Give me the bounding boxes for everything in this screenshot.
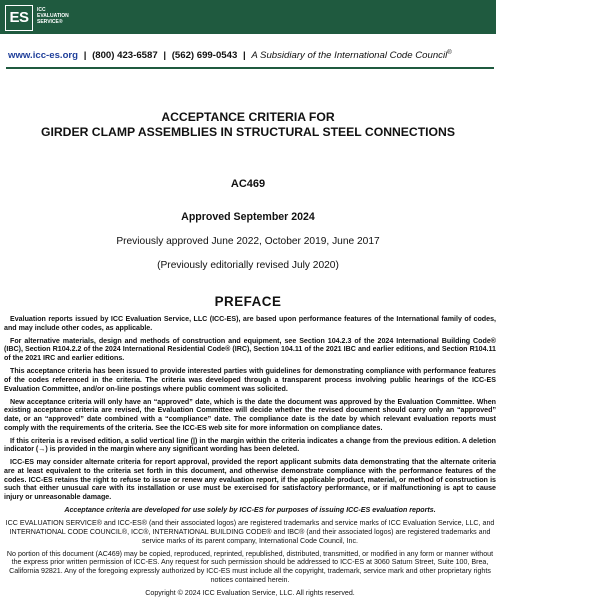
phone-number-2: (562) 699-0543 [171,50,238,62]
document-code: AC469 [230,178,266,190]
contact-line [8,50,498,61]
separator: | [242,50,246,62]
phone-number-1: (800) 423-6587 [92,50,158,62]
approved-date: Approved September 2024 [181,211,315,223]
title-line-1: ACCEPTANCE CRITERIA FOR [161,110,335,124]
logo-line: EVALUATION [37,13,69,19]
reproduction-notice: No portion of this document (AC469) may be copied, reproduced, reprinted, republished, distributed, transmitted, or modified in any form or manner without the express prior written permission of ICC-ES. Any request for such permission should be addressed to ICC-ES at 3060 Saturn Street, Suite 100, Brea, California 92821. Any of the foregoing expressly authorized by ICC-ES must include all the copyright, trademark, service mark and other proprietary rights notices contained herein. [6,549,494,584]
preface-paragraph: For alternative materials, design and methods of construction and equipment, see Section 104.2.3 of the 2024 International Building Code® (IBC), Section R104.2.2 of the 2024 International Residential Code® (IRC), Section 104.11 of the 2021 IBC and earlier editions, and Section R104.11 of the 2021 IRC and earlier editions. [4,336,496,363]
subsidiary-text: A Subsidiary of the International Code Council [251,50,448,62]
icc-es-logo: ES [5,5,33,31]
previous-approvals: Previously approved June 2022, October 2019, June 2017 [116,236,380,247]
separator: | [83,50,87,62]
header-divider [6,67,494,69]
logo-line: ICC [37,7,46,13]
preface-paragraph: New acceptance criteria will only have an “approved” date, which is the date the document was approved by the Evaluation Committee. When existing acceptance criteria are revised, the Evaluation Committee will decide whether the revised document should carry only an “approved” date, or an “approved” date combined with a “compliance” date. The compliance date is the date by which relevant evaluation reports must comply with the requirements of the criteria. See the ICC-ES web site for more information on compliance dates. [4,397,496,432]
preface-body [4,315,496,602]
preface-heading: PREFACE [214,294,282,309]
preface-paragraph: Evaluation reports issued by ICC Evaluation Service, LLC (ICC-ES), are based upon performance features of the International family of codes, and may include other codes, as applicable. [4,315,496,332]
separator: | [163,50,167,62]
logo-line: SERVICE® [37,19,63,25]
registered-mark: ® [447,50,452,56]
usage-note: Acceptance criteria are developed for use solely by ICC-ES for purposes of issuing ICC-ES evaluation reports. [64,506,436,515]
preface-paragraph: If this criteria is a revised edition, a solid vertical line (|) in the margin within the criteria indicates a change from the previous edition. A deletion indicator (→) is provided in the margin where any significant wording has been deleted. [4,436,496,454]
header-banner [0,0,496,34]
document-title [0,110,496,140]
editorial-revision: (Previously editorially revised July 2020) [157,260,339,271]
copyright-notice: Copyright © 2024 ICC Evaluation Service, LLC. All rights reserved. [145,588,355,597]
title-line-2: GIRDER CLAMP ASSEMBLIES IN STRUCTURAL STEEL CONNECTIONS [41,125,455,139]
preface-paragraph: This acceptance criteria has been issued to provide interested parties with guidelines for demonstrating compliance with performance features of the codes referenced in the criteria. The criteria was developed through a transparent process involving public hearings of the ICC-ES Evaluation Committee, and/or on-line postings where public comment was solicited. [4,367,496,393]
website-link[interactable]: www.icc-es.org [8,50,79,62]
trademark-notice: ICC EVALUATION SERVICE® and ICC-ES® (and their associated logos) are registered trademarks and service marks of ICC Evaluation Service, LLC, and INTERNATIONAL CODE COUNCIL®, ICC®, INTERNATIONAL BUILDING CODE® and IBC® (and their associated logos) are registered trademarks and service marks of its parent company, International Code Council, Inc. [5,519,495,545]
logo-wordmark [37,7,69,25]
preface-paragraph: ICC-ES may consider alternate criteria for report approval, provided the report applicant submits data demonstrating that the alternate criteria are at least equivalent to the criteria set forth in this document, and otherwise demonstrate compliance with the performance features of the codes. ICC-ES retains the right to refuse to issue or renew any evaluation report, if the applicable product, material, or method of construction is such that either unusual care with its installation or use must be exercised for satisfactory performance, or if malfunctioning is apt to cause injury or unreasonable damage. [4,458,496,502]
